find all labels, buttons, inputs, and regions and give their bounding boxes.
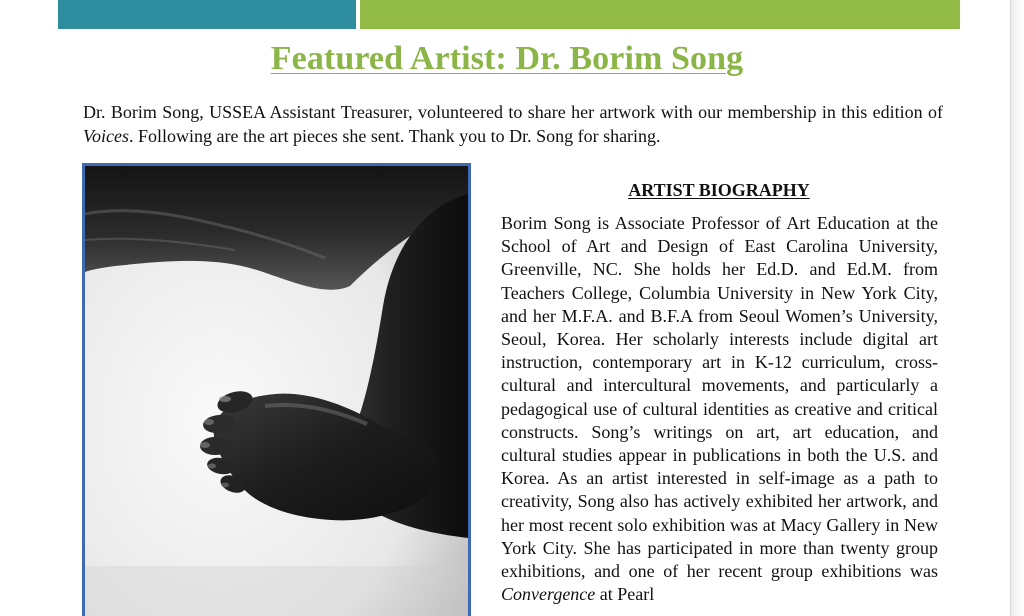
page-edge-shadow [1010,0,1024,616]
publication-name: Voices [83,126,129,146]
artwork-photo [85,166,468,616]
artwork-image [82,163,471,616]
bio-text-tail: at Pearl [595,584,655,605]
intro-text-part2: . Following are the art pieces she sent. Thank you to Dr. Song for sharing. [128,126,661,146]
bio-paragraph [501,212,938,606]
intro-text-part1: Dr. Borim Song, USSEA Assistant Treasurer, volunteered to share her artwork with our membership in this edition of [83,102,943,122]
exhibition-name: Convergence [501,584,596,605]
bio-heading: ARTIST BIOGRAPHY [628,180,810,200]
intro-paragraph [83,100,943,148]
bio-text-main: Borim Song is Associate Professor of Art Education at the School of Art and Design of East Carolina University, Greenville, NC. She holds her Ed.D. and Ed.M. from Teachers College, Columbia University in New York City, and her M.F.A. and B.F.A from Seoul Women’s University, Seoul, Korea. Her scholarly interests include digital art instruction, contemporary art in K-12 curriculum, cross-cultural and intercultural movements, and particularly a pedagogical use of cultural identities as creative and critical constructs. Song’s writings on art, art education, and cultural studies appear in publications in both the U.S. and Korea. As an artist interested in self-image as a path to creativity, Song also has actively exhibited her artwork, and her most recent solo exhibition was at Macy Gallery in New York City. She has participated in more than twenty group exhibitions, and one of her recent group exhibitions was [501,213,938,582]
page-title: Featured Artist: Dr. Borim Song [270,40,744,77]
header-bar-teal [58,0,356,29]
header-bar-green [360,0,960,29]
